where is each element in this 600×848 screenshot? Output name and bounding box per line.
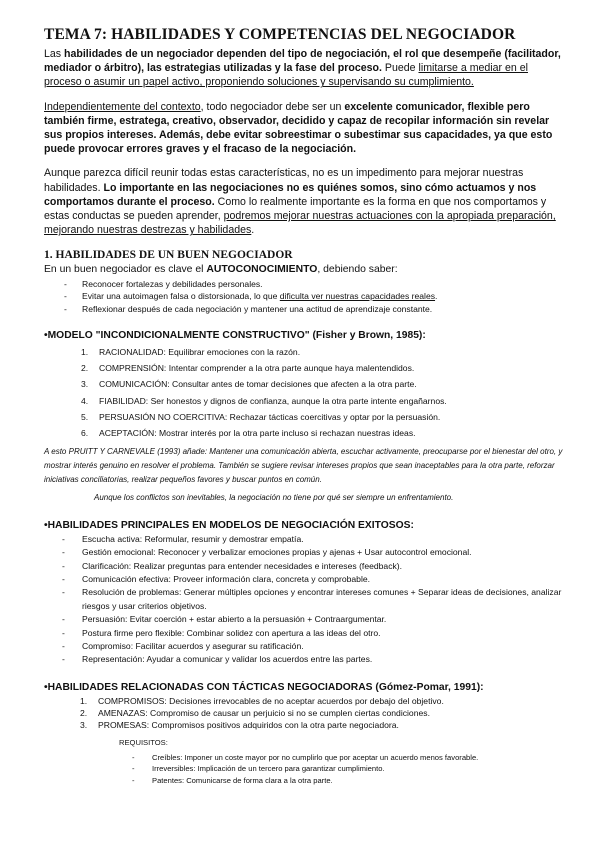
list-item: 4. FIABILIDAD: Ser honestos y dignos de confianza, aunque la otra parte intente engañarnos. <box>81 395 447 406</box>
intro-paragraph-3 <box>44 166 564 237</box>
list-item: - Clarificación: Realizar preguntas para entender necesidades e intereses (feedback). <box>62 560 564 573</box>
intro3-text-c: Como lo realmente importante es la forma en que nos comportamos y estas conductas se pueden aprender, <box>44 195 547 223</box>
list-item: 5. PERSUASIÓN NO COERCITIVA: Rechazar tácticas coercitivas y optar por la persuasión. <box>81 411 441 422</box>
requisitos-list <box>44 752 564 787</box>
intro3-text-e: . <box>251 224 255 237</box>
model-section <box>44 329 564 504</box>
model-list <box>44 344 564 442</box>
tacticas-heading: •HABILIDADES RELACIONADAS CON TÁCTICAS NEGOCIADORAS (Gómez-Pomar, 1991): <box>44 681 484 693</box>
list-item: - Compromiso: Facilitar acuerdos y asegurar su ratificación. <box>62 640 564 653</box>
pruitt-note: A esto PRUITT Y CARNEVALE (1993) añade: Mantener una comunicación abierta, escuchar activamente, preocuparse por el bienestar del otro, y mostrar interés genuino en resolver el problema. También se sugiere revisar intereses propios que sean inaceptables para la otra parte, reforzar iniciativas conciliatorias, realizar pequeños favores y buscar puntos en común. <box>44 447 563 484</box>
list-item: - Creíbles: Imponer un coste mayor por no cumplirlo que por aceptar un acuerdo menos favorable. <box>132 752 564 764</box>
tacticas-list <box>44 695 564 732</box>
section-1-heading: 1. HABILIDADES DE UN BUEN NEGOCIADOR <box>44 249 293 262</box>
intro3-bold: Lo importante en las negociaciones no es quiénes somos, sino cómo actuamos y nos comportamos durante el proceso. <box>44 181 537 208</box>
list-item: 1. RACIONALIDAD: Equilibrar emociones con la razón. <box>81 346 301 357</box>
principal-list <box>44 533 564 667</box>
lead-text: En un buen negociador es clave el <box>44 264 207 276</box>
autoconocimiento-list <box>44 278 564 316</box>
list-item: - Representación: Ayudar a comunicar y validar los acuerdos entre las partes. <box>62 653 564 666</box>
page-title: TEMA 7: HABILIDADES Y COMPETENCIAS DEL NEGOCIADOR <box>44 26 516 43</box>
list-item: - Evitar una autoimagen falsa o distorsionada, lo que dificulta ver nuestras capacidades reales. <box>64 290 564 303</box>
conflict-note: Aunque los conflictos son inevitables, la negociación no tiene por qué ser siempre un enfrentamiento. <box>94 492 454 502</box>
intro3-text-a: Aunque parezca difícil reunir todas estas características, no es un impedimento para mejorar nuestras habilidades. <box>44 167 524 194</box>
lead-text-end: , debiendo saber: <box>317 264 398 276</box>
intro2-text: , todo negociador debe ser un <box>200 100 345 113</box>
list-item: - Reflexionar después de cada negociación y mantener una actitud de aprendizaje constante. <box>64 303 564 316</box>
list-item: - Patentes: Comunicarse de forma clara a la otra parte. <box>132 775 564 787</box>
list-item: 6. ACEPTACIÓN: Mostrar interés por la otra parte incluso si rechazan nuestras ideas. <box>81 428 416 439</box>
model-heading: •MODELO "INCONDICIONALMENTE CONSTRUCTIVO" (Fisher y Brown, 1985): <box>44 330 426 342</box>
document-page <box>44 26 564 786</box>
list-item: 2. COMPRENSIÓN: Intentar comprender a la otra parte aunque haya malentendidos. <box>81 362 415 373</box>
principal-heading: •HABILIDADES PRINCIPALES EN MODELOS DE NEGOCIACIÓN EXITOSOS: <box>44 519 414 531</box>
list-item: - Reconocer fortalezas y debilidades personales. <box>64 278 564 291</box>
intro1-underlined: limitarse a mediar en el proceso o asumir un papel activo, proponiendo soluciones y supervisando su cumplimiento. <box>44 62 528 89</box>
intro1-text-a: Las <box>44 48 65 60</box>
list-item: - Escucha activa: Reformular, resumir y demostrar empatía. <box>62 533 564 546</box>
list-item: - Resolución de problemas: Generar múltiples opciones y encontrar intereses comunes + Separar ideas de decisiones, analizar riesgos y usar criterios objetivos. <box>62 586 564 613</box>
intro-paragraph-2 <box>44 100 564 157</box>
list-item: - Comunicación efectiva: Proveer información clara, concreta y comprobable. <box>62 573 564 586</box>
intro2-underlined: Independientemente del contexto <box>44 100 201 113</box>
list-item: - Irreversibles: Implicación de un tercero para garantizar cumplimiento. <box>132 763 564 775</box>
list-item: 3. PROMESAS: Compromisos positivos adquiridos con la otra parte negociadora. <box>80 720 399 731</box>
intro-paragraph-1 <box>44 47 564 90</box>
list-item: 3. COMUNICACIÓN: Consultar antes de tomar decisiones que afecten a la otra parte. <box>81 379 417 390</box>
section-1-lead <box>44 263 564 277</box>
list-item: 2. AMENAZAS: Compromiso de causar un perjuicio si no se cumplen ciertas condiciones. <box>80 708 430 719</box>
intro1-text-c: Puede <box>381 62 419 75</box>
intro2-bold: excelente comunicador, flexible pero también firme, estratega, creativo, observador, decidido y capaz de recopilar información sin revelar sus propios intereses. Además, debe evitar sobreestimar o subestimar sus capacidades, ya que esto puede provocar errores graves y el fracaso de la negociación. <box>44 100 553 156</box>
intro1-bold: habilidades de un negociador dependen del tipo de negociación, el rol que desempeñe (facilitador, mediador o árbitro), las estrategias utilizadas y la fase del proceso. <box>44 48 561 75</box>
list-item: - Postura firme pero flexible: Combinar solidez con apertura a las ideas del otro. <box>62 627 564 640</box>
lead-bold: AUTOCONOCIMIENTO <box>206 264 318 276</box>
list-item: 1. COMPROMISOS: Decisiones irrevocables de no aceptar acuerdos por debajo del objetivo. <box>80 696 444 707</box>
principal-section <box>44 519 564 667</box>
list-item: - Persuasión: Evitar coerción + estar abierto a la persuasión + Contraargumentar. <box>62 613 564 626</box>
requisitos-label: REQUISITOS: <box>119 737 168 747</box>
list-item: - Gestión emocional: Reconocer y verbalizar emociones propias y ajenas + Usar autocontrol emocional. <box>62 546 564 559</box>
intro3-underlined: podremos mejorar nuestras actuaciones con la apropiada preparación, mejorando nuestras destrezas y habilidades <box>44 210 556 237</box>
tacticas-section <box>44 681 564 787</box>
